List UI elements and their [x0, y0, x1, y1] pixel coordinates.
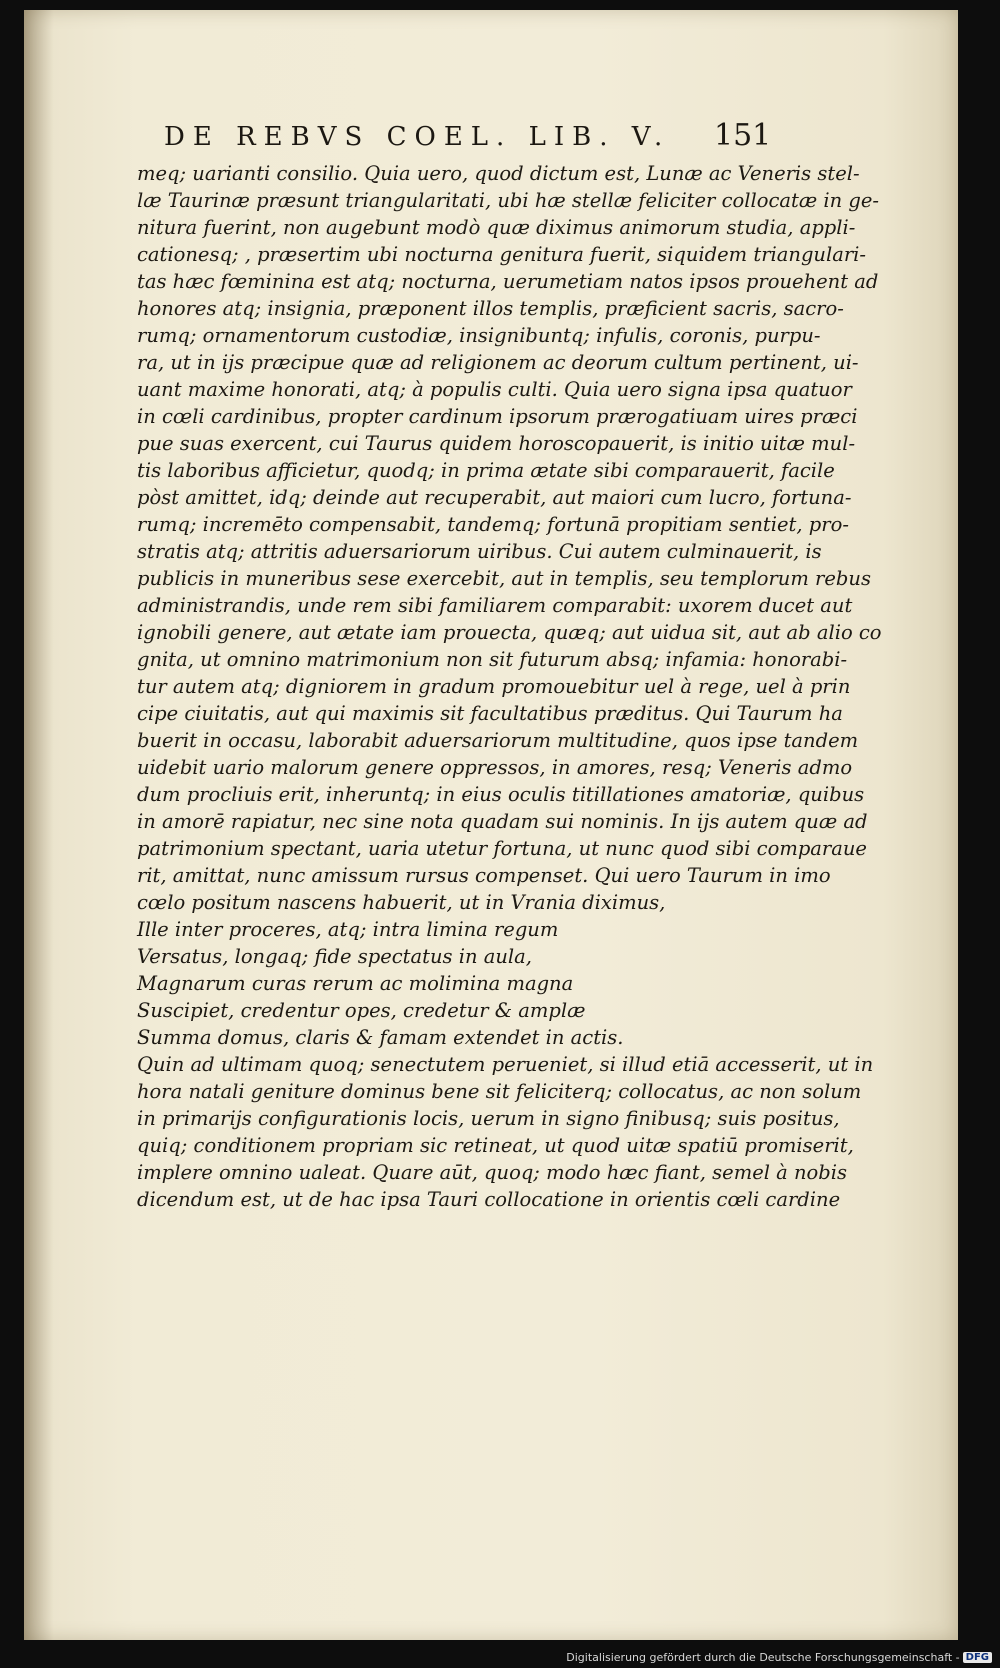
text-line: dicendum est, ut de hac ipsa Tauri collocatione in orientis cœli cardine: [137, 1188, 841, 1211]
text-line: ra, ut in ijs præcipue quæ ad religionem ac deorum cultum pertinent, ui-: [137, 351, 859, 374]
text-line: quiq; conditionem propriam sic retineat, ut quod uitæ spatiū promiserit,: [137, 1134, 854, 1157]
text-line: rumq; ornamentorum custodiæ, insignibuntq; infulis, coronis, purpu-: [137, 324, 821, 347]
text-line: in primarijs configurationis locis, uerum in signo finibusq; suis positus,: [137, 1107, 840, 1130]
page-number: 151: [714, 118, 772, 153]
text-line: in amorē rapiatur, nec sine nota quadam sui nominis. In ijs autem quæ ad: [137, 810, 868, 833]
text-line: publicis in muneribus sese exercebit, aut in templis, seu templorum rebus: [137, 567, 871, 590]
verse-line: Summa domus, claris & famam extendet in actis.: [137, 1026, 624, 1049]
text-line: meq; uarianti consilio. Quia uero, quod dictum est, Lunæ ac Veneris stel-: [137, 162, 860, 185]
closing-paragraph: [137, 1051, 874, 1213]
text-line: tur autem atq; digniorem in gradum promouebitur uel à rege, uel à prin: [137, 675, 851, 698]
text-line: nitura fuerint, non augebunt modò quæ diximus animorum studia, appli-: [137, 216, 856, 239]
text-line: cipe ciuitatis, aut qui maximis sit facultatibus præditus. Qui Taurum ha: [137, 702, 843, 725]
text-line: dum procliuis erit, inheruntq; in eius oculis titillationes amatoriæ, quibus: [137, 783, 865, 806]
text-line: pue suas exercent, cui Taurus quidem horoscopauerit, is initio uitæ mul-: [137, 432, 856, 455]
book-page: [24, 10, 958, 1640]
text-line: cationesq; , præsertim ubi nocturna genitura fuerit, siquidem triangulari-: [137, 243, 867, 266]
verse-line: Suscipiet, credentur opes, credetur & amplæ: [137, 999, 586, 1022]
dfg-logo: DFG: [963, 1652, 992, 1663]
text-line: ignobili genere, aut ætate iam prouecta, quæq; aut uidua sit, aut ab alio co: [137, 621, 882, 644]
text-line: hora natali geniture dominus bene sit feliciterq; collocatus, ac non solum: [137, 1080, 862, 1103]
text-line: patrimonium spectant, uaria utetur fortuna, ut nunc quod sibi comparaue: [137, 837, 867, 860]
text-line: rumq; incremēto compensabit, tandemq; fortunā propitiam sentiet, pro-: [137, 513, 849, 536]
verse-quotation: [137, 916, 637, 1051]
text-line: Quin ad ultimam quoq; senectutem perueniet, si illud etiā accesserit, ut in: [137, 1053, 874, 1076]
main-paragraph: [137, 160, 882, 916]
text-line: rit, amittat, nunc amissum rursus compenset. Qui uero Taurum in imo: [137, 864, 831, 887]
text-line: uidebit uario malorum genere oppressos, in amores, resq; Veneris admo: [137, 756, 853, 779]
text-line: stratis atq; attritis aduersariorum uiribus. Cui autem culminauerit, is: [137, 540, 822, 563]
text-line: tas hæc fœminina est atq; nocturna, uerumetiam natos ipsos prouehent ad: [137, 270, 879, 293]
text-line: buerit in occasu, laborabit aduersariorum multitudine, quos ipse tandem: [137, 729, 859, 752]
running-head: DE REBVS COEL. LIB. V.: [164, 122, 671, 152]
text-line: administrandis, unde rem sibi familiarem comparabit: uxorem ducet aut: [137, 594, 853, 617]
text-line: læ Taurinæ præsunt triangularitati, ubi hæ stellæ feliciter collocatæ in ge-: [137, 189, 879, 212]
text-line: cœlo positum nascens habuerit, ut in Vrania diximus,: [137, 891, 666, 914]
verse-line: Ille inter proceres, atq; intra limina regum: [137, 918, 559, 941]
text-line: uant maxime honorati, atq; à populis culti. Quia uero signa ipsa quatuor: [137, 378, 852, 401]
text-line: in cœli cardinibus, propter cardinum ipsorum prærogatiuam uires præci: [137, 405, 858, 428]
text-line: implere omnino ualeat. Quare aūt, quoq; modo hæc fiant, semel à nobis: [137, 1161, 848, 1184]
text-line: gnita, ut omnino matrimonium non sit futurum absq; infamia: honorabi-: [137, 648, 848, 671]
verse-line: Versatus, longaq; fide spectatus in aula,: [137, 945, 532, 968]
text-line: pòst amittet, idq; deinde aut recuperabit, aut maiori cum lucro, fortuna-: [137, 486, 852, 509]
text-line: tis laboribus afficietur, quodq; in prima ætate sibi comparauerit, facile: [137, 459, 835, 482]
credit-text: Digitalisierung gefördert durch die Deutsche Forschungsgemeinschaft -: [566, 1651, 960, 1664]
digitization-credit: [566, 1651, 992, 1664]
text-line: honores atq; insignia, præponent illos templis, præficient sacris, sacro-: [137, 297, 844, 320]
verse-line: Magnarum curas rerum ac molimina magna: [137, 972, 574, 995]
